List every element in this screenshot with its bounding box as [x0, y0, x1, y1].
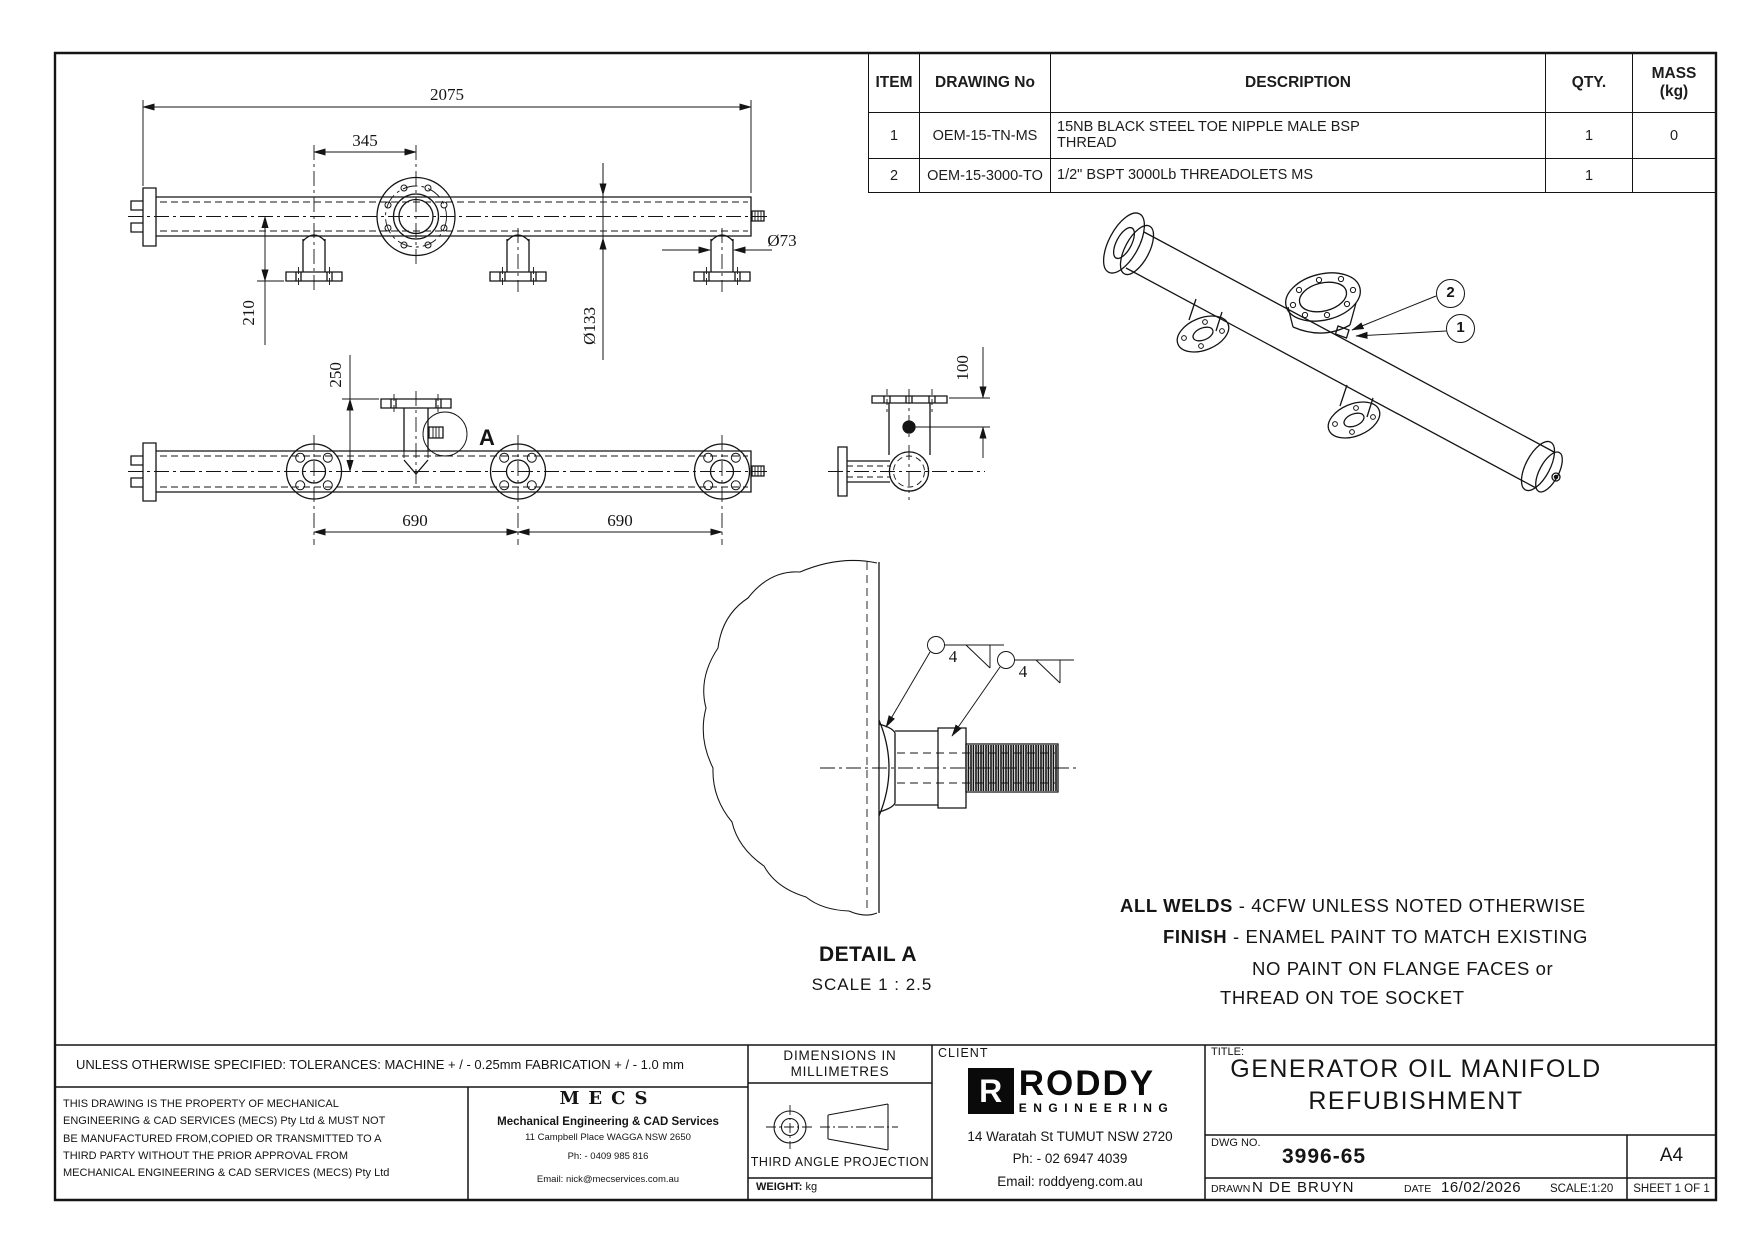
- col-header-description: DESCRIPTION: [1051, 54, 1546, 113]
- weld-size-label: 4: [948, 647, 958, 666]
- balloon-item-2: 2: [1436, 279, 1465, 308]
- col-header-drawing-no: DRAWING No: [920, 54, 1051, 113]
- balloon-item-1: 1: [1446, 314, 1475, 343]
- note-finish: [1163, 927, 1588, 946]
- weight-label: WEIGHT:: [756, 1181, 803, 1193]
- dim-branch-offset: 345: [352, 131, 378, 150]
- detail-marker-label: A: [479, 425, 495, 450]
- dim-nipple-offset: 100: [953, 355, 973, 381]
- note-finish-text: - ENAMEL PAINT TO MATCH EXISTING: [1233, 926, 1588, 947]
- weight-value: kg: [805, 1181, 818, 1193]
- cell-description: [1051, 113, 1546, 159]
- roddy-logo-subtitle: ENGINEERING: [1018, 1101, 1175, 1116]
- weld-size-label: 4: [1018, 662, 1028, 681]
- mecs-email: Email: nick@mecservices.com.au: [536, 1174, 680, 1185]
- col-header-mass: MASS (kg): [1633, 54, 1716, 113]
- disclaimer-line: THIRD PARTY WITHOUT THE PRIOR APPROVAL FROM: [63, 1149, 349, 1162]
- projection-label: THIRD ANGLE PROJECTION: [750, 1155, 930, 1169]
- note-welds-text: - 4CFW UNLESS NOTED OTHERWISE: [1238, 895, 1586, 916]
- drawing-title-line1: GENERATOR OIL MANIFOLD: [1230, 1055, 1602, 1083]
- parts-table: [868, 53, 1716, 193]
- cell-description-text: 15NB BLACK STEEL TOE NIPPLE MALE BSP THREAD: [1057, 118, 1360, 151]
- dim-branch-height: 250: [326, 362, 346, 388]
- detail-view-title: DETAIL A: [818, 943, 918, 966]
- parts-table-header-row: [869, 54, 1716, 113]
- table-row: [869, 159, 1716, 193]
- note-finish-label: FINISH: [1163, 926, 1228, 947]
- disclaimer-line: MECHANICAL ENGINEERING & CAD SERVICES (MECS) Pty Ltd: [63, 1167, 390, 1180]
- cell-mass: 0: [1633, 113, 1716, 159]
- disclaimer-line: ENGINEERING & CAD SERVICES (MECS) Pty Ltd & MUST NOT: [63, 1115, 386, 1128]
- dimensions-note-line1: DIMENSIONS IN: [783, 1048, 897, 1063]
- note-welds: [1120, 896, 1586, 915]
- weight-field: [756, 1182, 817, 1194]
- cell-item: 1: [869, 113, 920, 159]
- cell-qty: 1: [1546, 113, 1633, 159]
- table-row: [869, 113, 1716, 159]
- cell-qty: 1: [1546, 159, 1633, 193]
- client-label: CLIENT: [938, 1046, 989, 1060]
- roddy-logo: [940, 1064, 1202, 1116]
- detail-a-linework: [703, 560, 1080, 915]
- mecs-logo: MECS: [559, 1088, 657, 1109]
- dim-overall-length: 2075: [430, 85, 464, 104]
- client-email: Email: roddyeng.com.au: [997, 1174, 1143, 1189]
- dim-stub-spacing-b: 690: [607, 511, 633, 530]
- top-view-linework: [128, 100, 772, 360]
- cell-description: [1051, 159, 1546, 193]
- col-header-item: ITEM: [869, 54, 920, 113]
- title-label: TITLE:: [1211, 1046, 1245, 1058]
- dwg-no-value: 3996-65: [1282, 1145, 1367, 1168]
- paper-size: A4: [1659, 1145, 1684, 1166]
- note-finish-2: NO PAINT ON FLANGE FACES or: [1252, 958, 1554, 979]
- detail-view-scale: SCALE 1 : 2.5: [811, 975, 933, 994]
- dim-stub-drop: 210: [239, 300, 259, 326]
- col-header-qty: QTY.: [1546, 54, 1633, 113]
- disclaimer-text: [63, 1096, 389, 1182]
- tolerance-note: UNLESS OTHERWISE SPECIFIED: TOLERANCES: MACHINE + / - 0.25mm FABRICATION + / - 1.0 mm: [76, 1057, 684, 1072]
- cell-description-text: 1/2" BSPT 3000Lb THREADOLETS MS: [1057, 167, 1314, 184]
- sheet-value: SHEET 1 OF 1: [1633, 1183, 1710, 1195]
- dim-stub-od: Ø73: [767, 231, 797, 250]
- disclaimer-line: THIS DRAWING IS THE PROPERTY OF MECHANICAL: [63, 1098, 339, 1110]
- mecs-address: 11 Campbell Place WAGGA NSW 2650: [525, 1132, 691, 1143]
- drawn-label: DRAWN: [1211, 1183, 1251, 1195]
- client-address: 14 Waratah St TUMUT NSW 2720: [967, 1129, 1173, 1144]
- mecs-name: Mechanical Engineering & CAD Services: [497, 1116, 719, 1128]
- client-phone: Ph: - 02 6947 4039: [1012, 1151, 1128, 1166]
- mecs-phone: Ph: - 0409 985 816: [567, 1151, 649, 1162]
- date-value: 16/02/2026: [1441, 1179, 1522, 1196]
- dim-stub-spacing-a: 690: [402, 511, 428, 530]
- drawn-by: N DE BRUYN: [1252, 1179, 1355, 1196]
- note-welds-label: ALL WELDS: [1120, 895, 1233, 916]
- disclaimer-line: BE MANUFACTURED FROM,COPIED OR TRANSMITTED TO A: [63, 1132, 382, 1145]
- sheet-border: [55, 53, 1716, 1200]
- date-label: DATE: [1404, 1183, 1432, 1195]
- isometric-view-linework: [1095, 207, 1567, 496]
- roddy-logo-name: RODDY: [1018, 1064, 1156, 1103]
- drawing-title-line2: REFUBISHMENT: [1308, 1087, 1524, 1115]
- roddy-logo-r-icon: R: [968, 1068, 1014, 1114]
- dim-pipe-od: Ø133: [580, 307, 600, 345]
- cell-drawing-no: OEM-15-3000-TO: [920, 159, 1051, 193]
- cell-item: 2: [869, 159, 920, 193]
- cell-drawing-no: OEM-15-TN-MS: [920, 113, 1051, 159]
- note-finish-3: THREAD ON TOE SOCKET: [1220, 987, 1465, 1008]
- cell-mass: [1633, 159, 1716, 193]
- dwg-no-label: DWG NO.: [1211, 1137, 1261, 1149]
- dimensions-note-line2: MILLIMETRES: [790, 1064, 890, 1079]
- scale-value: SCALE:1:20: [1550, 1183, 1614, 1195]
- third-angle-projection-icon: [766, 1104, 898, 1150]
